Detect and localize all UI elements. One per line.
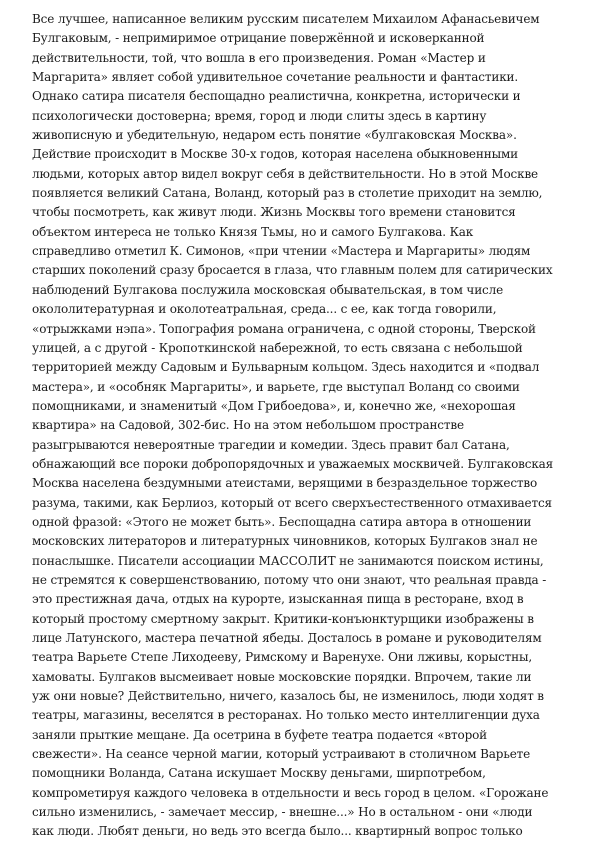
- text-line: Все лучшее, написанное великим русским писателем Михаилом Афанасьевичем: [32, 12, 540, 26]
- text-line: хамоваты. Булгаков высмеивает новые московские порядки. Впрочем, такие ли: [32, 669, 532, 684]
- text-line: это престижная дача, отдых на курорте, изысканная пища в ресторане, вход в: [32, 592, 524, 607]
- text-line: сильно изменились, - замечает мессир, - внешне...» Но в остальном - они «люди: [32, 805, 533, 820]
- text-line: окололитературная и околотеатральная, среда... с ее, как тогда говорили,: [32, 302, 497, 317]
- text-line: чтобы посмотреть, как живут люди. Жизнь Москвы того времени становится: [32, 205, 516, 220]
- text-line: появляется великий Сатана, Воланд, который раз в столетие приходит на землю,: [32, 186, 543, 201]
- text-line: не стремятся к совершенствованию, потому что они знают, что реальная правда -: [32, 572, 547, 587]
- text-line: театры, магазины, веселятся в ресторанах. Но только место интеллигенции духа: [32, 708, 540, 723]
- text-line: Действие происходит в Москве 30-х годов, которая населена обыкновенными: [32, 147, 519, 162]
- text-line: разума, такими, как Берлиоз, который от всего сверхъестественного отмахивается: [32, 495, 552, 510]
- text-line: квартира» на Садовой, 302-бис. Но на этом небольшом пространстве: [32, 418, 464, 433]
- text-line: территорией между Садовым и Бульварным кольцом. Здесь находится и «подвал: [32, 360, 540, 375]
- text-line: заняли прыткие мещане. Да осетрина в буфете театра подается «второй: [32, 727, 488, 742]
- text-line: обнажающий все пороки добропорядочных и уважаемых москвичей. Булгаковская: [32, 456, 554, 471]
- text-line: улицей, а с другой - Кропоткинской набережной, то есть связана с небольшой: [32, 340, 523, 355]
- text-line: старших поколений сразу бросается в глаза, что главным полем для сатирических: [32, 263, 553, 278]
- text-line: свежести». На сеансе черной магии, который устраивают в столичном Варьете: [32, 747, 531, 762]
- text-line: действительности, той, что вошла в его произведения. Роман «Мастер и: [32, 50, 486, 65]
- text-line: театра Варьете Степе Лиходееву, Римскому и Варенухе. Они лживы, корыстны,: [32, 650, 533, 665]
- text-line: объектом интереса не только Князя Тьмы, но и самого Булгакова. Как: [32, 224, 474, 239]
- text-line: который простому смертному закрыт. Критики-конъюнктурщики изображены в: [32, 611, 534, 626]
- text-line: справедливо отметил К. Симонов, «при чтении «Мастера и Маргариты» людям: [32, 244, 531, 259]
- text-line: людьми, которых автор видел вокруг себя в действительности. Но в этой Москве: [32, 166, 539, 181]
- body-text: [32, 10, 562, 842]
- text-line: понаслышке. Писатели ассоциации МАССОЛИТ не занимаются поиском истины,: [32, 553, 544, 568]
- text-line: Москва населена бездумными атеистами, верящими в безраздельное торжество: [32, 476, 538, 491]
- text-line: Маргарита» являет собой удивительное сочетание реальности и фантастики.: [32, 70, 519, 85]
- text-line: Булгаковым, - непримиримое отрицание повержённой и исковерканной: [32, 31, 485, 46]
- text-line: разыгрываются невероятные трагедии и комедии. Здесь правит бал Сатана,: [32, 437, 510, 452]
- text-line: наблюдений Булгакова послужила московская обывательская, в том числе: [32, 282, 504, 297]
- text-line: Однако сатира писателя беспощадно реалистична, конкретна, исторически и: [32, 89, 521, 104]
- text-line: одной фразой: «Этого не может быть». Беспощадна сатира автора в отношении: [32, 514, 532, 529]
- text-line: помощниками, и знаменитый «Дом Грибоедова», и, конечно же, «нехорошая: [32, 398, 516, 413]
- text-line: мастера», и «особняк Маргариты», и варьете, где выступал Воланд со своими: [32, 379, 520, 394]
- text-line: помощники Воланда, Сатана искушает Москву деньгами, ширпотребом,: [32, 766, 486, 781]
- text-line: лице Латунского, мастера печатной ябеды. Досталось в романе и руководителям: [32, 631, 542, 645]
- text-line: психологически достоверна; время, город и люди слиты здесь в картину: [32, 108, 487, 123]
- text-line: «отрыжками нэпа». Топография романа ограничена, с одной стороны, Тверской: [32, 321, 536, 336]
- text-line: как люди. Любят деньги, но ведь это всегда было... квартирный вопрос только: [32, 824, 523, 839]
- text-line: компрометируя каждого человека в отдельности и весь город в целом. «Горожане: [32, 785, 549, 800]
- text-line: живописную и убедительную, недаром есть понятие «булгаковская Москва».: [32, 128, 517, 143]
- text-line: московских литераторов и литературных чиновников, которых Булгаков знал не: [32, 534, 538, 549]
- text-line: уж они новые? Действительно, ничего, казалось бы, не изменилось, люди ходят в: [32, 689, 544, 704]
